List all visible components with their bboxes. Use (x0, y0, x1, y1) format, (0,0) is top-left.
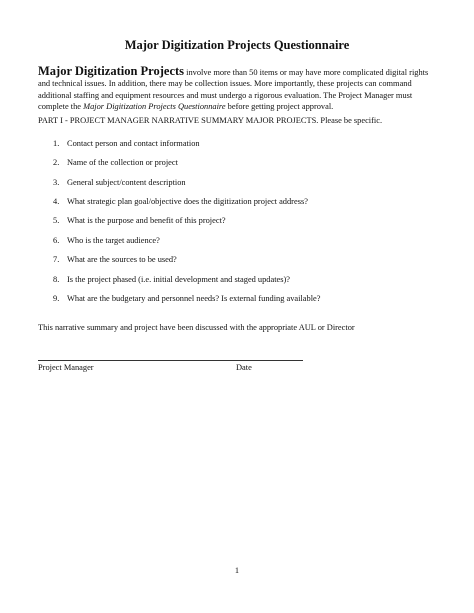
question-text: General subject/content description (67, 178, 186, 187)
list-item (53, 236, 160, 245)
question-text: Who is the target audience? (67, 236, 160, 245)
list-item (53, 216, 226, 225)
part-heading: PART I - PROJECT MANAGER NARRATIVE SUMMARY MAJOR PROJECTS. Please be specific. (38, 116, 383, 125)
list-item (53, 255, 177, 264)
question-number: 5. (53, 216, 60, 225)
question-text: What strategic plan goal/objective does the digitization project address? (67, 197, 308, 206)
question-text: Is the project phased (i.e. initial development and staged updates)? (67, 275, 291, 284)
question-text: What is the purpose and benefit of this project? (67, 216, 226, 225)
question-text: What are the budgetary and personnel needs? Is external funding available? (67, 294, 321, 303)
approval-statement: This narrative summary and project have been discussed with the appropriate AUL or Director (38, 323, 355, 332)
page-number: 1 (234, 566, 240, 575)
intro-lead: Major Digitization Projects (38, 64, 185, 78)
question-number: 4. (53, 197, 60, 206)
list-item (53, 275, 290, 284)
question-text: Contact person and contact information (67, 139, 200, 148)
signature-line (38, 360, 303, 361)
question-number: 2. (53, 158, 60, 167)
list-item (53, 139, 200, 148)
question-number: 6. (53, 236, 60, 245)
date-label: Date (236, 363, 252, 372)
question-text: What are the sources to be used? (67, 255, 177, 264)
intro-tail: before getting project approval. (225, 102, 334, 112)
question-number: 3. (53, 178, 60, 187)
question-number: 1. (53, 139, 60, 148)
document-title: Major Digitization Projects Questionnaire (124, 38, 350, 52)
question-number: 7. (53, 255, 60, 264)
list-item (53, 197, 308, 206)
project-manager-label: Project Manager (38, 363, 94, 372)
intro-italic: Major Digitization Projects Questionnaire (83, 102, 226, 112)
intro-text: involve more than 50 items or may have more complicated digital rights and technical issues. In addition, there may be collection issues. More importantly, these projects can command additional staffing and equipment resources and must undergo a rigorous evaluation. The Project Manager must complete the (38, 68, 429, 112)
list-item (53, 158, 178, 167)
question-number: 8. (53, 275, 60, 284)
question-text: Name of the collection or project (67, 158, 178, 167)
list-item (53, 178, 186, 187)
question-number: 9. (53, 294, 60, 303)
list-item (53, 294, 320, 303)
